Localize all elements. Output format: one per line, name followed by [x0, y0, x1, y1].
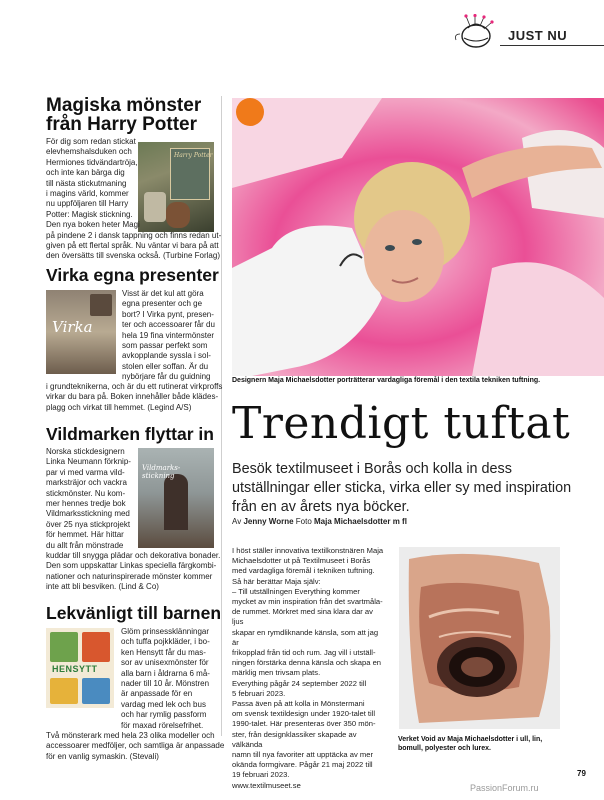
text-line: för hemmet. Här hittar — [46, 530, 124, 540]
barn-title: Lekvänligt till barnen — [46, 603, 222, 623]
text-line: ningen förstärka denna känsla och skapa en — [232, 658, 382, 668]
section-tag: JUST NU — [508, 28, 568, 43]
text-line: märklig men trivsam plats. — [232, 668, 321, 678]
text-line: hela 19 fina vintermönster — [122, 330, 215, 340]
text-line: över 25 nya stickprojekt — [46, 519, 131, 529]
text-line: bort? I Virka pynt, presen- — [122, 309, 214, 319]
text-line: Så här berättar Maja själv: — [232, 576, 321, 586]
text-line: för en vanlig symaskin. (Stevali) — [46, 751, 159, 761]
photographer-name: Maja Michaelsdotter m fl — [314, 517, 407, 526]
text-line: Glöm prinsessklänningar — [121, 627, 210, 636]
text-line: i grundteknikerna, och är du ett rutinerat virkproffs — [46, 382, 223, 391]
text-line: sor av unisexmönster för — [121, 658, 209, 668]
harry-book-label: Harry Potter — [174, 152, 213, 159]
vild-body — [46, 447, 220, 593]
barn-body-full — [46, 731, 224, 762]
text-line: – Till utställningen Everything kommer — [232, 586, 360, 596]
text-line: Potter: Magisk stickning. — [46, 209, 133, 219]
watermark: PassionForum.ru — [470, 783, 539, 793]
text-line: par vi med varma vild- — [46, 467, 125, 477]
text-line: den översätts till svenska också. (Turbine Forlag) — [46, 251, 220, 261]
virka-book-image — [46, 290, 116, 374]
text-line: de rummet. Mörkret med sina klara dar av ljus — [232, 607, 373, 627]
text-line: Vildmarksstickning med — [46, 509, 130, 519]
text-line: avkopplande syssla i sol- — [122, 351, 211, 361]
text-line: inte att bli besviken. (Lind & Co) — [46, 582, 159, 592]
harry-title-line1: Magiska mönster — [46, 95, 202, 116]
text-line: nationer och naturinspirerade mönster kommer — [46, 571, 213, 581]
text-line: Michaelsdotter ut på Textilmuseet i Borås — [232, 556, 371, 566]
feature-body — [232, 546, 384, 791]
text-line: nybörjare får du guidning — [122, 372, 211, 382]
text-line: Passa även på att kolla in Mönstermani — [232, 699, 365, 709]
deck-line: utställningar eller sticka, virka eller sy med inspiration — [232, 480, 572, 496]
text-line: namn till nya favoriter att upptäcka av mer — [232, 750, 373, 760]
text-line: kuddar till snygga plädar och dekorativa bonader. — [46, 551, 221, 561]
vild-book-label: Vildmarks-stickning — [142, 464, 181, 480]
hero-caption: Designern Maja Michaelsdotter porträtterar vardagliga föremål i den textila tekniken tuftning. — [232, 377, 541, 384]
text-line: given på ett flertal språk. Nu väntar vi bara på att — [46, 241, 219, 251]
text-line: Den som uppskattar Linkas speciella färgkombi- — [46, 561, 217, 571]
virka-book-label: Virka — [52, 318, 93, 336]
artwork-caption — [398, 735, 558, 753]
website-link[interactable]: www.textilmuseet.se — [232, 780, 301, 790]
text-line: virkar du bara på. Boken innehåller både klädes- — [46, 392, 219, 402]
text-line: och inte kan bärga dig — [46, 168, 125, 178]
text-line: okända formgivare. Pågår 21 maj 2022 till — [232, 760, 373, 770]
hero-photo — [232, 98, 604, 376]
deck-line: Besök textilmuseet i Borås och kolla in dess — [232, 461, 512, 477]
text-line: nu uppföljaren till Harry — [46, 199, 129, 209]
text-line: och har rymlig passform — [121, 710, 207, 720]
text-line: alla barn i åldrarna 6 må- — [121, 668, 210, 678]
text-line: Två mönsterark med hela 23 olika modeller och — [46, 731, 215, 740]
author-name: Jenny Worne — [243, 517, 294, 526]
text-line: stickmönster. Nu kom- — [46, 488, 126, 498]
text-line: Linka Neumann förknip- — [46, 457, 131, 467]
text-line: vardag med lek och bus — [121, 699, 206, 709]
text-line: med vardagliga föremål i tekniken tuftning. — [232, 566, 375, 576]
barn-body — [121, 627, 210, 731]
vild-title: Vildmarken flyttar in — [46, 424, 214, 444]
text-line: och tuffa pojkkläder, i bo- — [121, 637, 210, 647]
text-line: du allt från mönstrade — [46, 540, 124, 550]
feature-title: Trendigt tuftat — [232, 398, 571, 449]
artwork-photo — [399, 547, 560, 729]
text-line: är anpassade för en — [121, 689, 193, 699]
deck-line: från en av årets nya böcker. — [232, 499, 410, 515]
virka-body — [122, 289, 215, 383]
harry-title-line2: från Harry Potter — [46, 114, 197, 135]
text-line: ter och accessoarer får du — [122, 320, 215, 330]
text-line: Visst är det kul att göra — [122, 289, 204, 298]
text-line: ken Hensytt får du mas- — [121, 647, 206, 657]
barn-book-label: HENSYTT — [52, 664, 98, 674]
text-line: mycket av min inspiration från det svartmåla- — [232, 597, 383, 607]
text-line: plagg och virkat till hemmet. (Legind A/S) — [46, 402, 192, 412]
text-line: egna presenter och ge — [122, 299, 203, 309]
page-number: 79 — [577, 769, 586, 778]
caption-line: Verket Void av Maja Michaelsdotter i ull, lin, — [398, 736, 543, 743]
text-line: 19 februari 2023. — [232, 770, 290, 780]
text-line: på pindene 2 i dansk tappning och finns redan ut- — [46, 230, 222, 240]
text-line: som passar perfekt som — [122, 341, 208, 351]
text-line: skapar en rymdliknande känsla, som att jag är — [232, 627, 379, 647]
virka-body-full — [46, 382, 222, 413]
virka-title: Virka egna presenter — [46, 265, 219, 285]
barn-book-image — [46, 628, 114, 708]
text-line: marksträjor och vackra — [46, 478, 127, 488]
harry-body — [46, 137, 221, 262]
text-line: Den nya boken heter Magi — [46, 220, 140, 230]
text-line: stolen eller soffan. Är du — [122, 361, 209, 371]
text-line: 1990-talet. Här presenteras över 350 mön- — [232, 719, 376, 729]
text-line: Everything pågår 24 september 2022 till — [232, 678, 367, 688]
text-line: i magins värld, kommer — [46, 189, 129, 199]
text-line: Hermiones tidvändartröja, — [46, 157, 138, 167]
section-rule — [500, 45, 604, 46]
text-line: frikopplad från tid och rum. Jag vill i utställ- — [232, 648, 376, 658]
pincushion-icon — [452, 14, 498, 50]
text-line: 5 februari 2023. — [232, 688, 286, 698]
feature-deck — [232, 460, 572, 517]
text-line: För dig som redan stickat — [46, 137, 136, 146]
text-line: accessoarer medföljer, och samtliga är anpassade — [46, 741, 225, 751]
byline-prefix: Av — [232, 517, 242, 526]
text-line: nader till 10 år. Mönstren — [121, 679, 210, 689]
photo-prefix: Foto — [295, 517, 312, 526]
text-line: för maxad rörelsefrihet. — [121, 720, 204, 730]
text-line: Norska stickdesignern — [46, 447, 125, 456]
text-line: I höst ställer innovativa textilkonstnären Maja — [232, 546, 384, 555]
text-line: mer hennes tredje bok — [46, 499, 126, 509]
caption-line: bomull, polyester och lurex. — [398, 745, 491, 752]
text-line: ster, från designklassiker skapade av välkända — [232, 729, 357, 749]
text-line: om svensk textildesign under 1920-talet till — [232, 709, 376, 719]
text-line: elevhemshalsduken och — [46, 147, 132, 157]
text-line: till nästa stickutmaning — [46, 178, 127, 188]
byline — [232, 517, 407, 526]
